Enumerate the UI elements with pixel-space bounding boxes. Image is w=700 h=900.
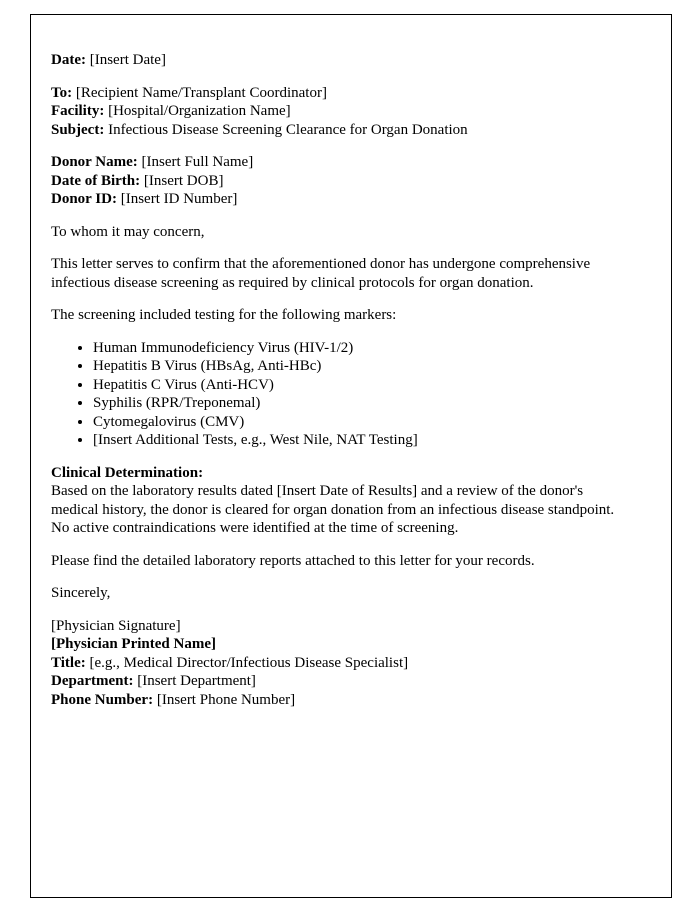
field-value: [Insert ID Number] [120, 191, 238, 207]
field-value: [Insert Date] [89, 52, 166, 68]
field-line [51, 672, 627, 691]
field-value: [Insert DOB] [143, 172, 224, 189]
field-line [51, 84, 627, 103]
marker-list-item: • Hepatitis C Virus (Anti-HCV) [93, 376, 627, 395]
letter-sheet [30, 14, 672, 898]
letter-body [51, 51, 627, 709]
field-line [51, 691, 627, 710]
field-line [51, 654, 627, 673]
blank-line [51, 292, 627, 306]
blank-line [51, 603, 627, 617]
blank-line [51, 139, 627, 153]
blank-line [51, 538, 627, 552]
field-label: Date of Birth: [51, 172, 141, 189]
marker-list-item: • Cytomegalovirus (CMV) [93, 413, 627, 432]
bold-line: [Physician Printed Name] [51, 636, 216, 652]
blank-line [51, 450, 627, 464]
field-value: [Insert Department] [137, 673, 256, 689]
blank-line [51, 209, 627, 223]
field-value: Infectious Disease Screening Clearance for Organ Donation [108, 121, 468, 138]
field-label: Donor Name: [51, 154, 138, 170]
field-line [51, 121, 627, 140]
marker-list-item: • Human Immunodeficiency Virus (HIV-1/2) [93, 339, 627, 358]
paragraph: The screening included testing for the following markers: [51, 307, 397, 323]
field-line [51, 102, 627, 121]
bold-line: Clinical Determination: [51, 464, 204, 481]
field-label: To: [51, 84, 73, 101]
paragraph: This letter serves to confirm that the aforementioned donor has undergone comprehensive infectious disease screening as required by clinical protocols for organ donation. [51, 256, 591, 291]
paragraph: Based on the laboratory results dated [Insert Date of Results] and a review of the donor's medical history, the donor is cleared for organ donation from an infectious disease standpoint. No active contraindications were identified at the time of screening. [51, 483, 615, 536]
paragraph: Sincerely, [51, 585, 111, 601]
field-label: Title: [51, 654, 86, 671]
field-label: Department: [51, 673, 134, 689]
blank-line [51, 241, 627, 255]
field-line [51, 190, 627, 209]
marker-list [51, 339, 627, 450]
paragraph: [Physician Signature] [51, 617, 181, 634]
field-label: Donor ID: [51, 191, 117, 207]
blank-line [51, 70, 627, 84]
field-value: [e.g., Medical Director/Infectious Disease Specialist] [89, 654, 409, 671]
marker-list-item: • [Insert Additional Tests, e.g., West Nile, NAT Testing] [93, 431, 627, 450]
field-value: [Hospital/Organization Name] [108, 103, 291, 119]
field-value: [Insert Phone Number] [156, 691, 296, 708]
field-line [51, 153, 627, 172]
field-label: Subject: [51, 121, 105, 138]
field-label: Facility: [51, 103, 105, 119]
field-line [51, 172, 627, 191]
paragraph: To whom it may concern, [51, 223, 205, 240]
marker-list-item: • Hepatitis B Virus (HBsAg, Anti-HBc) [93, 357, 627, 376]
field-label: Date: [51, 52, 86, 68]
marker-list-item: • Syphilis (RPR/Treponemal) [93, 394, 627, 413]
blank-line [51, 570, 627, 584]
paragraph: Please find the detailed laboratory reports attached to this letter for your records. [51, 552, 535, 569]
field-value: [Insert Full Name] [141, 154, 254, 170]
field-value: [Recipient Name/Transplant Coordinator] [75, 84, 327, 101]
field-line [51, 51, 627, 70]
field-label: Phone Number: [51, 691, 154, 708]
